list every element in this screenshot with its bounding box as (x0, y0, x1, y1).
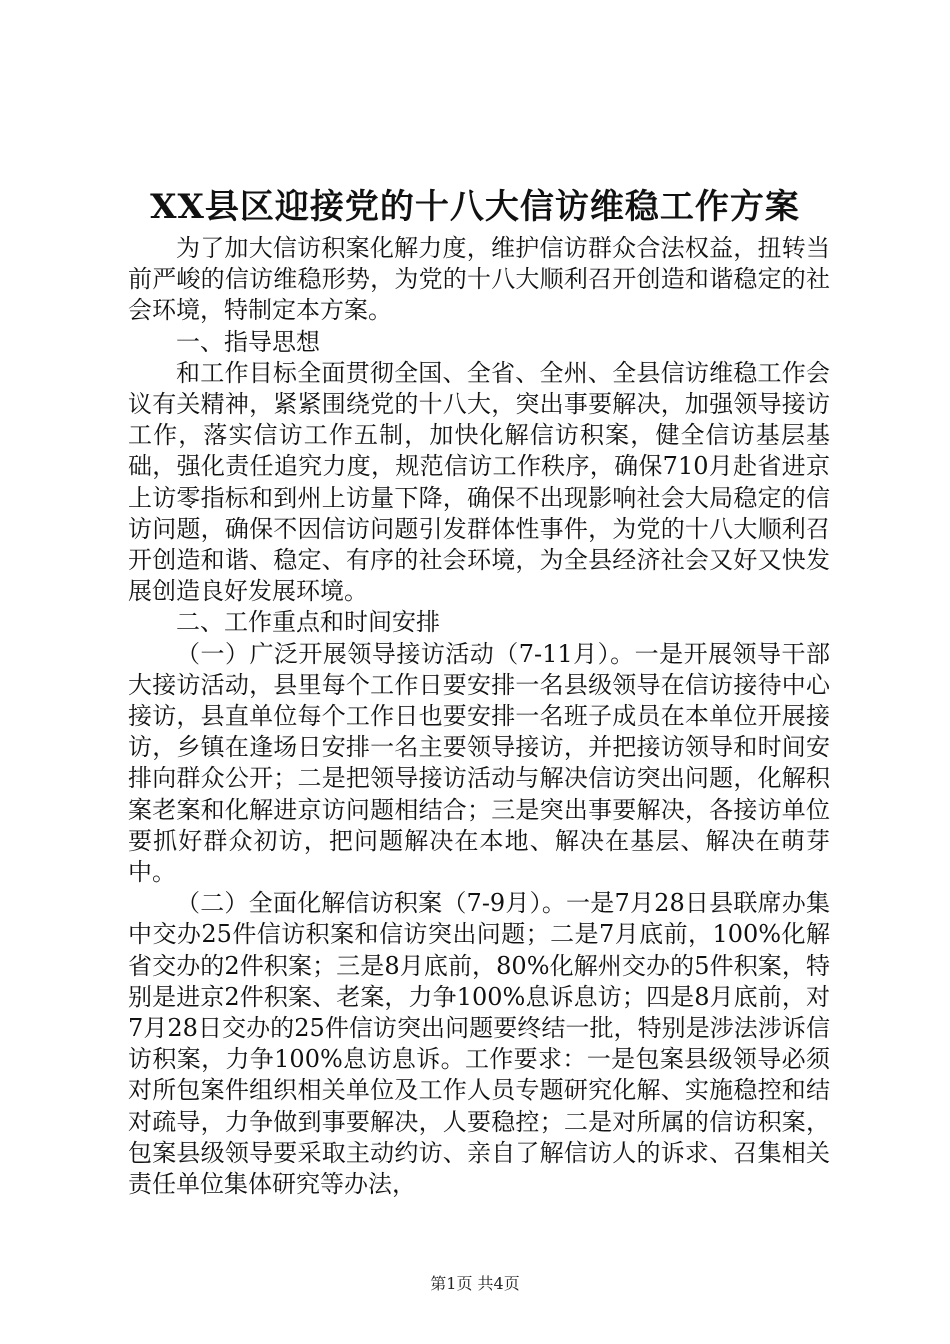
document-title: XX县区迎接党的十八大信访维稳工作方案 (150, 187, 800, 227)
document-body (128, 233, 830, 1200)
section-heading-guiding-ideology: 一、指导思想 (176, 327, 320, 356)
section-heading-work-focus: 二、工作重点和时间安排 (176, 608, 440, 637)
intro-paragraph: 为了加大信访积案化解力度，维护信访群众合法权益，扭转当前严峻的信访维稳形势，为党的十八大顺利召开创造和谐稳定的社会环境，特制定本方案。 (128, 234, 830, 325)
leader-reception-paragraph: （一）广泛开展领导接访活动（7-11月）。一是开展领导干部大接访活动，县里每个工作日要安排一名县级领导在信访接待中心接访，县直单位每个工作日也要安排一名班子成员在本单位开展接访，乡镇在逢场日安排一名主要领导接访，并把接访领导和时间安排向群众公开；二是把领导接访活动与解决信访突出问题，化解积案老案和化解进京访问题相结合；三是突出事要解决，各接访单位要抓好群众初访，把问题解决在本地、解决在基层、解决在萌芽中。 (128, 639, 830, 887)
page-number-footer: 第1页 共4页 (430, 1274, 520, 1293)
guiding-ideology-paragraph: 和工作目标全面贯彻全国、全省、全州、全县信访维稳工作会议有关精神，紧紧围绕党的十八大，突出事要解决，加强领导接访工作，落实信访工作五制，加快化解信访积案，健全信访基层基础，强化责任追究力度，规范信访工作秩序，确保710月赴省进京上访零指标和到州上访量下降，确保不出现影响社会大局稳定的信访问题，确保不因信访问题引发群体性事件，为党的十八大顺利召开创造和谐、稳定、有序的社会环境，为全县经济社会又好又快发展创造良好发展环境。 (128, 358, 830, 606)
backlog-resolution-paragraph: （二）全面化解信访积案（7-9月）。一是7月28日县联席办集中交办25件信访积案和信访突出问题；二是7月底前，100%化解省交办的2件积案；三是8月底前，80%化解州交办的5件积案，特别是进京2件积案、老案，力争100%息诉息访；四是8月底前，对7月28日交办的25件信访突出问题要终结一批，特别是涉法涉诉信访积案，力争100%息访息诉。工作要求：一是包案县级领导必须对所包案件组织相关单位及工作人员专题研究化解、实施稳控和结对疏导，力争做到事要解决，人要稳控；二是对所属的信访积案，包案县级领导要采取主动约访、亲自了解信访人的诉求、召集相关责任单位集体研究等办法， (128, 889, 830, 1199)
